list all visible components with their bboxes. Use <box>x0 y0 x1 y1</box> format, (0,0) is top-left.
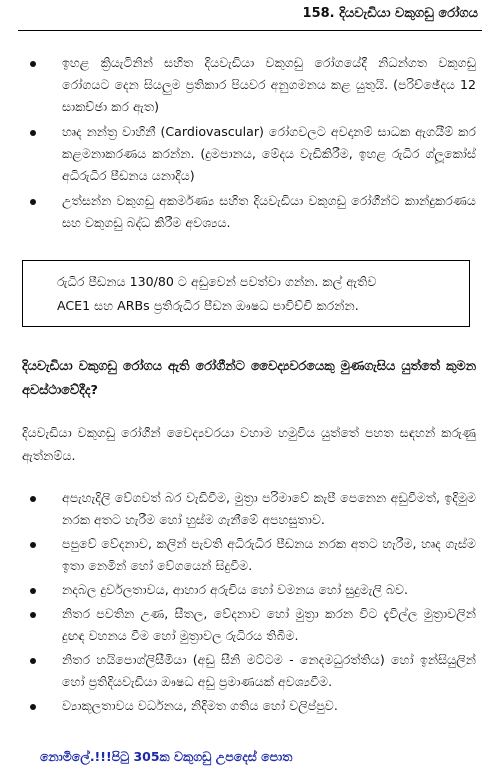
section-question-heading: දියවැඩියා වකුගඩු රෝගය ඇති රෝගීන්ට වෛද්‍යවරයෙකු මුණගැසිය යුත්තේ කුමන අවස්ථාවේදීද? <box>22 359 476 398</box>
page-content <box>22 52 476 719</box>
list-item: නිතර පවතින උණ, සීතල, වේදනාව හෝ මුත්‍රා කරන විට දැවිල්ල මුත්‍රාවලින් දුඟඳ වහනය වීම හෝ මුත්‍රාවල රුධිරය තිබීම. <box>22 603 476 647</box>
list-item: නදබල දුර්වලතාවය, ආහාර අරුචිය හෝ වමනය හෝ සුදුමැලි බව. <box>22 579 476 601</box>
list-item: ව්‍යාකූලතාවය වර්ධනය, නිදිමත ගතිය හෝ වලිප්පුව. <box>22 695 476 717</box>
list-item: අපැහැදිලි වේගවත් බර වැඩිවීම, මුත්‍රා පරිමාවේ කැපී පෙනෙන අඩුවීමත්, ඉදිමුම නරක අතට හැරීම හෝ හුස්ම ගැනීමේ අපහසුතාව. <box>22 487 476 531</box>
list-item: ඉහළ ක්‍රියැටිනින් සහිත දියවැඩියා වකුගඩු රෝගයේදී නිධන්ගත වකුගඩු රෝගයට දෙන සියලුම ප්‍රතිකාර පියවර අනුගමනය කළ යුතුයි. (පරිච්ඡේදය 12 සාකච්ඡා කර ඇත) <box>22 52 476 118</box>
treatment-bullet-list <box>22 52 476 234</box>
warning-signs-bullet-list <box>22 487 476 717</box>
note-line-1: රුධිර පීඩනය 130/80 ට අඩුවෙන් පවත්වා ගන්න. කල් ඇතිව <box>57 274 377 289</box>
note-line-2: ACE1 සහ ARBs ප්‍රතිරුධිර පීඩන ඖෂධ පාවිච්චි කරන්න. <box>57 298 359 313</box>
list-item: නිතර හයිපොග්ලිසීමියා (අඩු සීනි මට්ටම - නෙදමධුරත්තිය) හෝ ඉන්සියුලින් හෝ ප්‍රතිදියවැඩියා ඖෂධ අඩු ප්‍රමාණයක් අවශ්‍යවීම. <box>22 649 476 693</box>
header-divider <box>18 30 482 31</box>
page-header: 158. දියවැඩියා වකුගඩු රෝගය <box>302 6 478 21</box>
footer-banner: නොමිලේ.!!!පිටු 305ක වකුගඩු උපදෙස් පොත <box>40 749 293 764</box>
list-item: උත්සන්න වකුගඩු අකර්මණ්‍ය සහිත දියවැඩියා වකුගඩු රෝගීන්ට කාන්දුකරණය සහ වකුගඩු බද්ධ කිරීම අවශ්‍යය. <box>22 190 476 234</box>
list-item: පපුවේ වේදනාව, කලින් පැවති අධිරුධිර පීඩනය නරක අතට හැරීම, හෘද ගැස්ම ඉතා නෙමින් හෝ වේගයෙන් සිදුවීම. <box>22 533 476 577</box>
list-item: හෘද නන්ත්‍ර වාහිනී (Cardiovascular) රෝගවලට අවදානම් සාධක ඇගයීම් කර කළමනාකරණය කරන්න. (දුමපානය, මේදය වැඩිකිරීම, ඉහළ රුධිර ග්ලූකෝස් අධිරුධිර පීඩනය යනාදිය) <box>22 121 476 187</box>
blood-pressure-note-box <box>22 260 470 327</box>
intro-paragraph: දියවැඩියා වකුගඩු රෝගීන් වෛද්‍යවරයා වහාම හමුවිය යුත්තේ පහත සඳහන් කරුණු ඇත්නම්ය. <box>22 425 476 463</box>
